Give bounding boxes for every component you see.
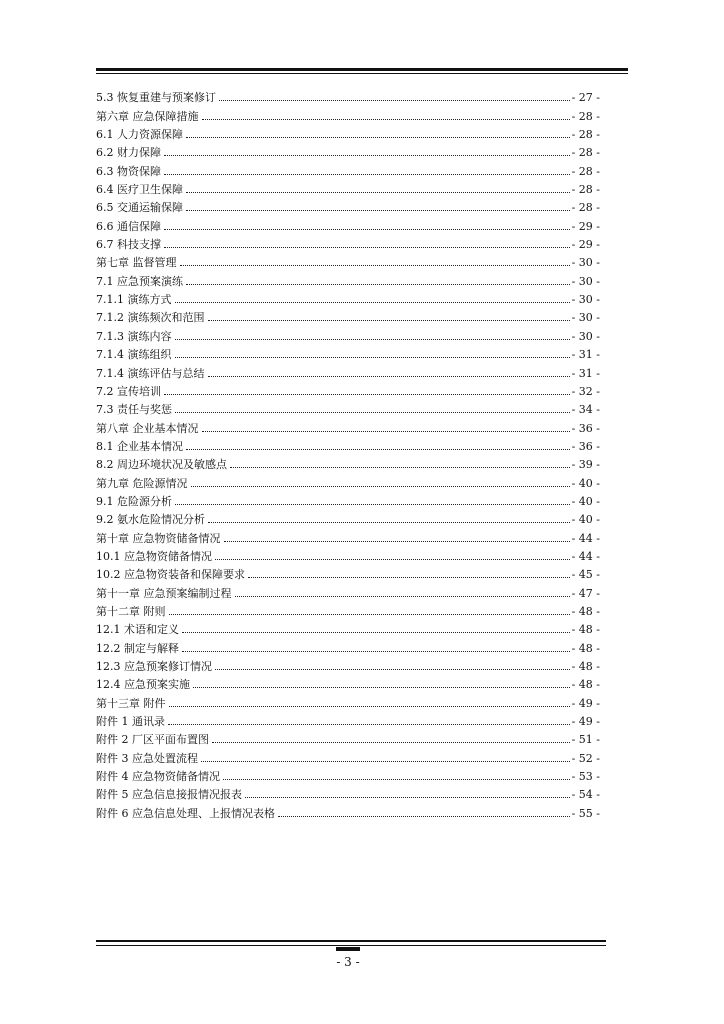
toc-entry[interactable] <box>96 324 600 342</box>
table-of-contents <box>96 86 600 820</box>
toc-entry[interactable] <box>96 636 600 654</box>
toc-entry-title: 附件 6 应急信息处理、上报情况表格 <box>96 806 275 820</box>
toc-entry-title: 7.1.4 演练评估与总结 <box>96 366 205 380</box>
toc-entry[interactable] <box>96 783 600 801</box>
toc-entry-title: 8.1 企业基本情况 <box>96 439 183 453</box>
toc-entry-page: - 28 - <box>571 183 600 197</box>
toc-entry[interactable] <box>96 380 600 398</box>
toc-dot-leader <box>208 376 570 377</box>
toc-entry[interactable] <box>96 398 600 416</box>
toc-entry-page: - 30 - <box>571 329 600 343</box>
toc-entry-title: 附件 5 应急信息接报情况报表 <box>96 788 242 802</box>
toc-entry-title: 6.3 物资保障 <box>96 164 161 178</box>
toc-dot-leader <box>248 577 570 578</box>
toc-entry-title: 7.1.3 演练内容 <box>96 329 172 343</box>
toc-dot-leader <box>212 742 570 743</box>
toc-entry-title: 7.1 应急预案演练 <box>96 274 183 288</box>
toc-entry-page: - 39 - <box>571 458 600 472</box>
toc-entry-title: 第十章 应急物资储备情况 <box>96 531 221 545</box>
toc-entry[interactable] <box>96 141 600 159</box>
toc-dot-leader <box>223 779 570 780</box>
toc-entry[interactable] <box>96 526 600 544</box>
toc-dot-leader <box>193 687 570 688</box>
toc-dot-leader <box>182 651 570 652</box>
toc-entry[interactable] <box>96 710 600 728</box>
toc-entry-page: - 28 - <box>571 164 600 178</box>
toc-entry-title: 9.1 危险源分析 <box>96 494 172 508</box>
toc-entry-title: 6.7 科技支撑 <box>96 238 161 252</box>
toc-entry-title: 第六章 应急保障措施 <box>96 109 199 123</box>
toc-entry-title: 9.2 氨水危险情况分析 <box>96 513 205 527</box>
toc-entry[interactable] <box>96 343 600 361</box>
toc-entry[interactable] <box>96 123 600 141</box>
toc-entry-title: 7.1.2 演练频次和范围 <box>96 311 205 325</box>
footer-rule-thin <box>96 945 606 946</box>
header-rule-thick <box>96 68 628 71</box>
toc-entry-page: - 49 - <box>571 696 600 710</box>
toc-dot-leader <box>186 210 570 211</box>
toc-dot-leader <box>201 761 570 762</box>
toc-entry-title: 12.1 术语和定义 <box>96 623 179 637</box>
toc-entry-title: 第十三章 附件 <box>96 696 166 710</box>
toc-dot-leader <box>208 320 570 321</box>
toc-entry[interactable] <box>96 453 600 471</box>
toc-entry[interactable] <box>96 655 600 673</box>
toc-entry-page: - 48 - <box>571 678 600 692</box>
toc-entry-page: - 27 - <box>571 91 600 105</box>
toc-entry-title: 10.1 应急物资储备情况 <box>96 549 212 563</box>
toc-entry-title: 附件 2 厂区平面布置图 <box>96 733 209 747</box>
toc-dot-leader <box>182 632 570 633</box>
toc-dot-leader <box>180 265 570 266</box>
toc-entry-page: - 48 - <box>571 660 600 673</box>
toc-entry-page: - 29 - <box>571 219 600 233</box>
toc-entry-page: - 36 - <box>571 421 600 435</box>
toc-entry-title: 第七章 监督管理 <box>96 256 177 270</box>
toc-entry-title: 12.2 制定与解释 <box>96 641 179 655</box>
toc-entry[interactable] <box>96 673 600 691</box>
toc-entry[interactable] <box>96 728 600 746</box>
toc-entry[interactable] <box>96 104 600 122</box>
toc-dot-leader <box>186 137 570 138</box>
toc-entry-title: 12.4 应急预案实施 <box>96 678 190 692</box>
toc-entry-page: - 52 - <box>571 751 600 765</box>
toc-entry-title: 第十一章 应急预案编制过程 <box>96 586 232 600</box>
toc-dot-leader <box>235 596 570 597</box>
toc-dot-leader <box>175 357 570 358</box>
toc-entry[interactable] <box>96 416 600 434</box>
page-number: - 3 - <box>336 955 360 969</box>
toc-dot-leader <box>224 541 570 542</box>
toc-entry-page: - 48 - <box>571 641 600 655</box>
page-number-mark <box>336 947 360 951</box>
toc-entry-page: - 34 - <box>571 403 600 417</box>
toc-entry[interactable] <box>96 159 600 177</box>
toc-entry-title: 第八章 企业基本情况 <box>96 421 199 435</box>
toc-entry-page: - 55 - <box>571 806 600 820</box>
toc-entry[interactable] <box>96 581 600 599</box>
toc-entry-title: 5.3 恢复重建与预案修订 <box>96 91 216 105</box>
toc-entry[interactable] <box>96 86 600 104</box>
toc-entry-title: 6.4 医疗卫生保障 <box>96 183 183 197</box>
toc-dot-leader <box>202 431 570 432</box>
toc-dot-leader <box>219 100 570 101</box>
toc-entry-page: - 45 - <box>571 568 600 582</box>
toc-entry[interactable] <box>96 746 600 764</box>
toc-dot-leader <box>164 247 570 248</box>
toc-entry-page: - 28 - <box>571 201 600 215</box>
toc-entry[interactable] <box>96 269 600 287</box>
toc-dot-leader <box>169 614 570 615</box>
toc-entry-page: - 32 - <box>571 384 600 398</box>
toc-entry[interactable] <box>96 233 600 251</box>
toc-dot-leader <box>164 394 570 395</box>
toc-dot-leader <box>164 229 570 230</box>
toc-entry-page: - 44 - <box>571 531 600 545</box>
toc-dot-leader <box>186 192 570 193</box>
toc-entry-page: - 40 - <box>571 494 600 508</box>
toc-entry-title: 10.2 应急物资装备和保障要求 <box>96 568 245 582</box>
toc-entry[interactable] <box>96 508 600 526</box>
toc-entry[interactable] <box>96 288 600 306</box>
header-rule-thin <box>96 73 628 74</box>
toc-dot-leader <box>175 412 570 413</box>
toc-entry[interactable] <box>96 435 600 453</box>
toc-dot-leader <box>164 174 570 175</box>
toc-entry-title: 7.3 责任与奖惩 <box>96 403 172 417</box>
toc-entry[interactable] <box>96 214 600 232</box>
toc-dot-leader <box>215 669 570 670</box>
toc-entry[interactable] <box>96 618 600 636</box>
toc-dot-leader <box>164 155 570 156</box>
toc-dot-leader <box>215 559 570 560</box>
toc-entry-title: 第十二章 附则 <box>96 604 166 618</box>
toc-entry[interactable] <box>96 765 600 783</box>
toc-entry-page: - 54 - <box>571 788 600 802</box>
toc-dot-leader <box>191 486 570 487</box>
toc-entry-page: - 47 - <box>571 586 600 600</box>
toc-entry[interactable] <box>96 801 600 819</box>
toc-dot-leader <box>168 724 570 725</box>
toc-entry[interactable] <box>96 563 600 581</box>
toc-dot-leader <box>186 284 570 285</box>
toc-entry-page: - 53 - <box>571 770 600 784</box>
toc-entry[interactable] <box>96 490 600 508</box>
toc-entry-title: 6.6 通信保障 <box>96 219 161 233</box>
toc-entry-page: - 36 - <box>571 439 600 453</box>
toc-entry[interactable] <box>96 691 600 709</box>
toc-dot-leader <box>175 302 570 303</box>
toc-entry[interactable] <box>96 178 600 196</box>
toc-entry[interactable] <box>96 471 600 489</box>
toc-dot-leader <box>278 816 570 817</box>
toc-entry-page: - 40 - <box>571 476 600 490</box>
toc-entry-page: - 49 - <box>571 715 600 729</box>
toc-entry[interactable] <box>96 545 600 563</box>
toc-entry-page: - 30 - <box>571 293 600 307</box>
toc-dot-leader <box>175 339 570 340</box>
toc-entry-page: - 51 - <box>571 733 600 747</box>
toc-dot-leader <box>202 119 570 120</box>
toc-entry[interactable] <box>96 361 600 379</box>
toc-entry[interactable] <box>96 306 600 324</box>
toc-entry[interactable] <box>96 196 600 214</box>
toc-entry-title: 附件 1 通讯录 <box>96 715 165 729</box>
toc-entry-page: - 30 - <box>571 256 600 270</box>
toc-entry-page: - 28 - <box>571 109 600 123</box>
toc-entry-title: 6.1 人力资源保障 <box>96 128 183 142</box>
toc-entry-title: 附件 4 应急物资储备情况 <box>96 770 220 784</box>
toc-entry[interactable] <box>96 251 600 269</box>
toc-entry-page: - 31 - <box>571 366 600 380</box>
toc-entry-title: 6.2 财力保障 <box>96 146 161 160</box>
toc-entry-title: 第九章 危险源情况 <box>96 476 188 490</box>
toc-entry-page: - 28 - <box>571 146 600 160</box>
toc-entry-title: 附件 3 应急处置流程 <box>96 751 198 765</box>
toc-entry-title: 6.5 交通运输保障 <box>96 201 183 215</box>
toc-dot-leader <box>175 504 570 505</box>
toc-dot-leader <box>169 706 570 707</box>
toc-entry-title: 12.3 应急预案修订情况 <box>96 660 212 673</box>
toc-dot-leader <box>208 522 570 523</box>
toc-entry-title: 7.2 宣传培训 <box>96 384 161 398</box>
toc-dot-leader <box>245 797 570 798</box>
toc-entry-page: - 44 - <box>571 549 600 563</box>
toc-entry-page: - 48 - <box>571 604 600 618</box>
toc-entry-page: - 29 - <box>571 238 600 252</box>
toc-entry-page: - 28 - <box>571 128 600 142</box>
toc-entry-page: - 30 - <box>571 311 600 325</box>
toc-dot-leader <box>186 449 570 450</box>
toc-entry-page: - 48 - <box>571 623 600 637</box>
toc-entry[interactable] <box>96 600 600 618</box>
toc-entry-page: - 40 - <box>571 513 600 527</box>
toc-entry-page: - 31 - <box>571 348 600 362</box>
footer-rule-thick <box>96 940 606 942</box>
toc-entry-page: - 30 - <box>571 274 600 288</box>
toc-dot-leader <box>230 467 570 468</box>
toc-entry-title: 7.1.4 演练组织 <box>96 348 172 362</box>
toc-entry-title: 7.1.1 演练方式 <box>96 293 172 307</box>
toc-entry-title: 8.2 周边环境状况及敏感点 <box>96 458 227 472</box>
